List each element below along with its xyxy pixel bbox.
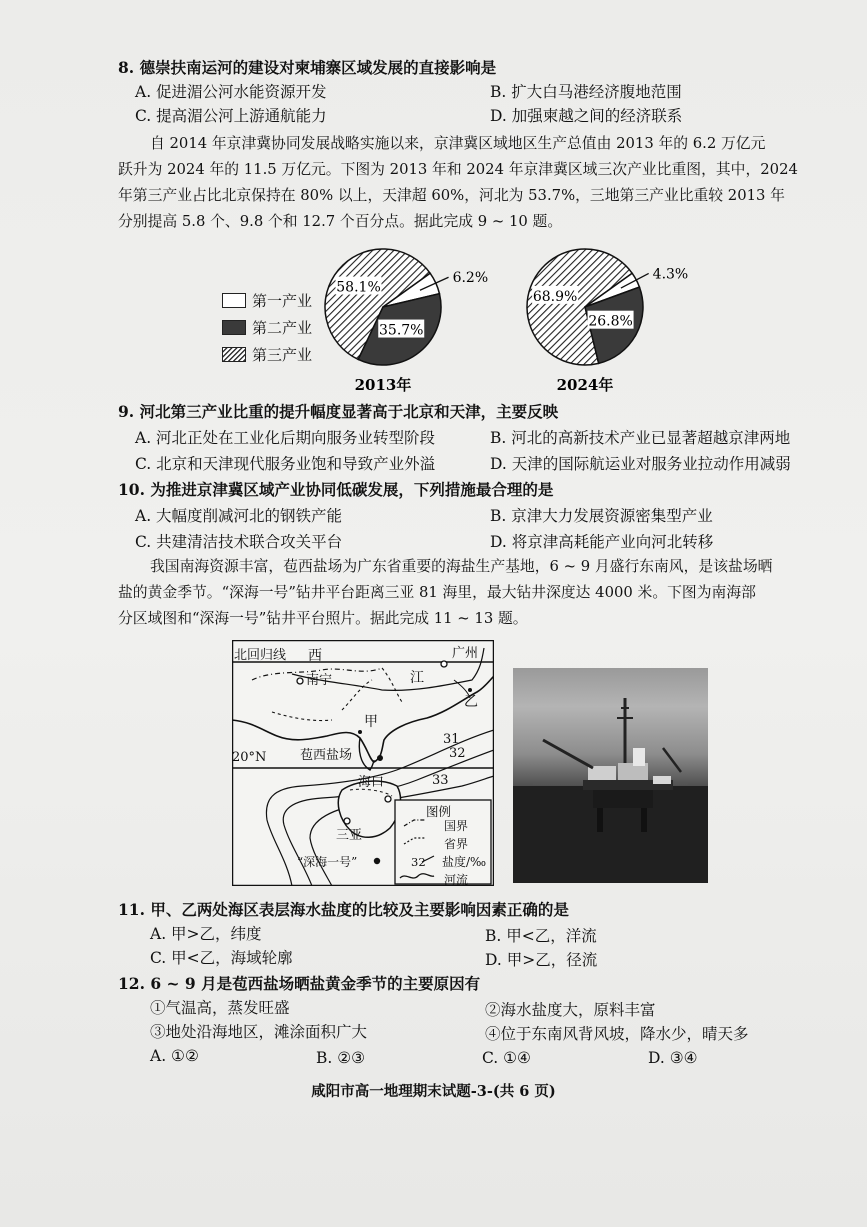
saltfield-dot [377,755,383,761]
q8-option-c: C. 提高湄公河上游通航能力 [135,107,327,125]
q8-option-a: A. 促进湄公河水能资源开发 [135,83,327,101]
q12-stem: 12. 6 ~ 9 月是苞西盐场晒盐黄金季节的主要原因有 [118,974,481,993]
platform-dot [374,858,380,864]
q9-option-a: A. 河北正处在工业化后期向服务业转型阶段 [135,429,436,447]
map-legend-border: 国界 [444,819,469,833]
q9-option-b: B. 河北的高新技术产业已显著超越京津两地 [490,429,791,447]
guangzhou-dot [441,661,447,667]
q8-option-b: B. 扩大白马港经济腹地范围 [490,83,682,101]
legend-tertiary [222,344,312,365]
map-xi-label: 西 [308,648,322,664]
q10-stem: 10. 为推进京津冀区域产业协同低碳发展，下列措施最合理的是 [118,480,554,499]
q11-option-d: D. 甲>乙，径流 [485,951,598,969]
primary-swatch [222,293,246,308]
passage2-line3: 分区域图和“深海一号”钻井平台照片。据此完成 11 ~ 13 题。 [118,610,528,627]
haikou-dot [385,796,391,802]
map-platform-label: “深海一号” [297,855,358,869]
map-legend-river: 河流 [444,873,469,887]
map-legend-province: 省界 [444,837,469,851]
q12-statement-3: ③地处沿海地区，滩涂面积广大 [150,1023,368,1041]
q9-stem: 9. 河北第三产业比重的提升幅度显著高于北京和天津，主要反映 [118,402,559,421]
q12-option-c: C. ①④ [482,1049,531,1067]
q9-option-d: D. 天津的国际航运业对服务业拉动作用减弱 [490,455,791,473]
map-iso32-label: 32 [449,746,466,761]
map-saltfield-label: 苞西盐场 [300,748,353,763]
map-legend-salinity: 盐度/‰ [442,855,487,869]
map-legend-title: 图例 [426,804,452,819]
pie-1-primary-label: 4.3% [652,266,689,283]
sanya-dot [344,818,350,824]
q10-option-a: A. 大幅度削减河北的钢铁产能 [135,507,343,525]
q10-option-d: D. 将京津高耗能产业向河北转移 [490,533,714,551]
passage1-line4: 分别提高 5.8 个、9.8 个和 12.7 个百分点。据此完成 9 ~ 10 题。 [118,213,563,230]
passage1-line2: 跃升为 2024 年的 11.5 万亿元。下图为 2013 年和 2024 年京津冀区域三次产业比重图，其中，2024 [118,161,798,178]
q12-option-a: A. ①② [150,1047,199,1065]
legend-primary-label: 第一产业 [252,292,313,310]
legend-primary [222,290,312,311]
jia-dot [358,730,362,734]
map-tropic-label: 北回归线 [234,648,287,663]
map-jiang-label: 江 [410,670,424,686]
map-legend-iso-num: 32 [411,855,426,869]
map-sanya-label: 三亚 [336,828,363,843]
q8-stem: 8. 德崇扶南运河的建设对柬埔寨区域发展的直接影响是 [118,58,497,77]
q12-statement-2: ②海水盐度大，原料丰富 [485,1001,656,1019]
pie-1-secondary-label: 26.8% [588,313,633,330]
pie-1-tertiary-label: 68.9% [532,288,578,305]
q10-option-c: C. 共建清洁技术联合攻关平台 [135,533,343,551]
passage2-line1: 我国南海资源丰富，苞西盐场为广东省重要的海盐生产基地，6 ~ 9 月盛行东南风，是该盐场晒 [150,558,773,575]
q12-option-d: D. ③④ [648,1049,698,1067]
passage1-line1: 自 2014 年京津冀协同发展战略实施以来，京津冀区域地区生产总值由 2013 年的 6.2 万亿元 [150,135,766,152]
map-lat-label: 20°N [232,750,267,765]
secondary-swatch [222,320,246,335]
page-footer: 咸阳市高一地理期末试题-3-(共 6 页) [311,1083,556,1100]
q11-option-c: C. 甲<乙，海域轮廓 [150,949,293,967]
q12-option-b: B. ②③ [316,1049,366,1067]
legend-secondary-label: 第二产业 [252,319,313,337]
deep-sea-one-platform-photo [513,668,708,883]
map-yi-label: 乙 [464,694,478,710]
passage1-line3: 年第三产业占比北京保持在 80% 以上，天津超 60%，河北为 53.7%，三地第三产业比重较 2013 年 [118,187,785,204]
legend-secondary [222,317,312,338]
q12-statement-1: ①气温高，蒸发旺盛 [150,999,290,1017]
q11-option-a: A. 甲>乙，纬度 [150,925,262,943]
map-jia-label: 甲 [364,714,378,730]
q9-option-c: C. 北京和天津现代服务业饱和导致产业外溢 [135,455,436,473]
tertiary-swatch [222,347,246,362]
q8-option-d: D. 加强柬越之间的经济联系 [490,107,683,125]
map-iso31-label: 31 [443,732,460,747]
passage2-line2: 盐的黄金季节。“深海一号”钻井平台距离三亚 81 海里，最大钻井深度达 4000 米。下图为南海部 [118,584,756,601]
legend-tertiary-label: 第三产业 [252,346,313,364]
map-haikou-label: 海口 [358,775,385,790]
pie-0-primary-label: 6.2% [452,270,489,287]
q11-option-b: B. 甲<乙，洋流 [485,927,597,945]
map-iso33-label: 33 [432,773,449,788]
q12-statement-4: ④位于东南风背风坡，降水少，晴天多 [485,1025,749,1043]
pie-0-tertiary-label: 58.1% [336,279,381,296]
nanning-dot [297,678,303,684]
map-guangzhou-label: 广州 [452,646,479,661]
map-nanning-label: 南宁 [306,673,333,688]
pie-0-secondary-label: 35.7% [379,322,424,339]
pie-1-year-title: 2024年 [556,376,614,394]
pie-0-year-title: 2013年 [354,376,412,394]
q11-stem: 11. 甲、乙两处海区表层海水盐度的比较及主要影响因素正确的是 [118,900,569,919]
q10-option-b: B. 京津大力发展资源密集型产业 [490,507,713,525]
